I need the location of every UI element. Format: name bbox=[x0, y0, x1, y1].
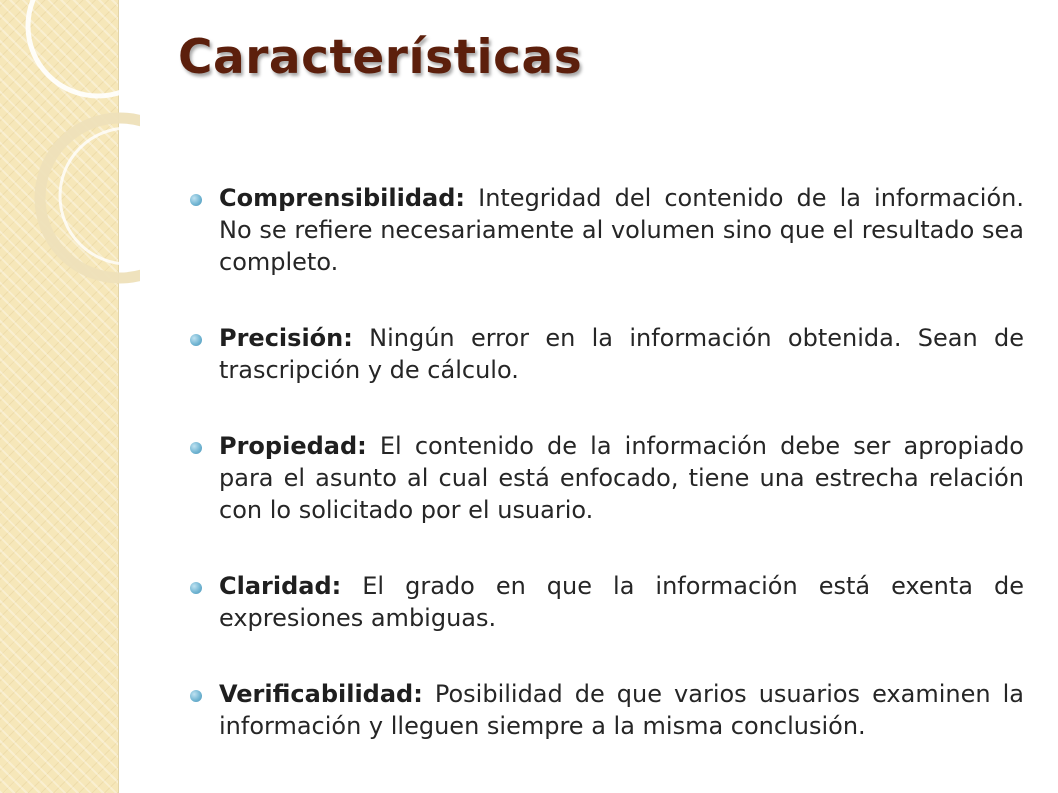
bullet-text: El contenido de la información debe ser apropiado para el asunto al cual está enfocado, tiene una estrecha relación con lo solicitado por el usuario. bbox=[219, 432, 1024, 524]
bullet-text: Integridad del contenido de la información. No se refiere necesariamente al volumen sino que el resultado sea completo. bbox=[219, 184, 1024, 276]
bullet-item bbox=[190, 678, 1024, 742]
bullet-item bbox=[190, 322, 1024, 386]
bullet-item bbox=[190, 430, 1024, 526]
bullet-dot-icon bbox=[190, 690, 202, 702]
bullet-term: Comprensibilidad: bbox=[219, 184, 466, 212]
bullet-dot-icon bbox=[190, 442, 202, 454]
bullet-text: Posibilidad de que varios usuarios examinen la información y lleguen siempre a la misma conclusión. bbox=[219, 680, 1024, 740]
bullet-term: Claridad: bbox=[219, 572, 342, 600]
bullet-term: Propiedad: bbox=[219, 432, 367, 460]
decorative-rings bbox=[0, 0, 140, 300]
bullet-dot-icon bbox=[190, 334, 202, 346]
bullet-text: El grado en que la información está exenta de expresiones ambiguas. bbox=[219, 572, 1024, 632]
bullet-dot-icon bbox=[190, 582, 202, 594]
bullet-term: Verificabilidad: bbox=[219, 680, 423, 708]
bullet-term: Precisión: bbox=[219, 324, 353, 352]
bullet-list bbox=[190, 182, 1024, 742]
bullet-item bbox=[190, 570, 1024, 634]
bullet-text: Ningún error en la información obtenida. Sean de trascripción y de cálculo. bbox=[219, 324, 1024, 384]
slide-title: Características bbox=[178, 30, 583, 85]
bullet-dot-icon bbox=[190, 194, 202, 206]
bullet-item bbox=[190, 182, 1024, 278]
